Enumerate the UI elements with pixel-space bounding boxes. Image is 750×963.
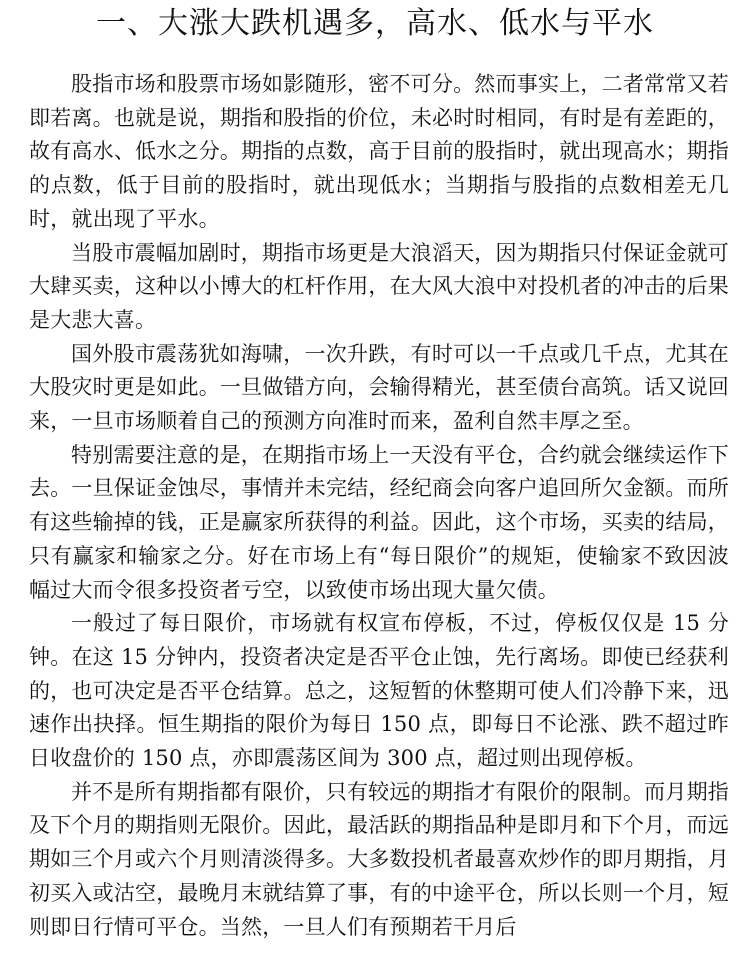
paragraph: 当股市震幅加剧时，期指市场更是大浪滔天，因为期指只付保证金就可大肆买卖，这种以小博大的杠杆作用，在大风大浪中对投机者的冲击的后果是大悲大喜。 [29,240,729,332]
paragraph: 特别需要注意的是，在期指市场上一天没有平仓，合约就会继续运作下去。一旦保证金蚀尽，事情并未完结，经纪商会向客户追回所欠金额。而所有这些输掉的钱，正是赢家所获得的利益。因此，这个市场，买卖的结局，只有赢家和输家之分。好在市场上有“每日限价”的规矩，使输家不致因波幅过大而令很多投资者亏空，以致使市场出现大量欠债。 [29,442,729,602]
paragraph: 股指市场和股票市场如影随形，密不可分。然而事实上，二者常常又若即若离。也就是说，期指和股指的价位，未必时时相同，有时是有差距的，故有高水、低水之分。期指的点数，高于目前的股指时，就出现高水；期指的点数，低于目前的股指时，就出现低水；当期指与股指的点数相差无几时，就出现了平水。 [29,72,729,231]
paragraph: 并不是所有期指都有限价，只有较远的期指才有限价的限制。而月期指及下个月的期指则无限价。因此，最活跃的期指品种是即月和下个月，而远期如三个月或六个月则清淡得多。大多数投机者最喜欢炒作的即月期指，月初买入或沽空，最晚月末就结算了事，有的中途平仓，所以长则一个月，短则即日行情可平仓。当然，一旦人们有预期若干月后 [29,779,729,939]
body-text [29,68,729,944]
section-heading: 一、大涨大跌机遇多，高水、低水与平水 [96,6,654,41]
paragraph: 一般过了每日限价，市场就有权宣布停板，不过，停板仅仅是 15 分钟。在这 15 分钟内，投资者决定是否平仓止蚀，先行离场。即使已经获利的，也可决定是否平仓结算。总之，这短暂的休整期可使人们冷静下来，迅速作出抉择。恒生期指的限价为每日 150 点，即每日不论涨、跌不超过昨日收盘价的 150 点，亦即震荡区间为 300 点，超过则出现停板。 [29,611,729,771]
paragraph: 国外股市震荡犹如海啸，一次升跌，有时可以一千点或几千点，尤其在大股灾时更是如此。一旦做错方向，会输得精光，甚至债台高筑。话又说回来，一旦市场顺着自己的预测方向准时而来，盈利自然丰厚之至。 [29,341,729,434]
